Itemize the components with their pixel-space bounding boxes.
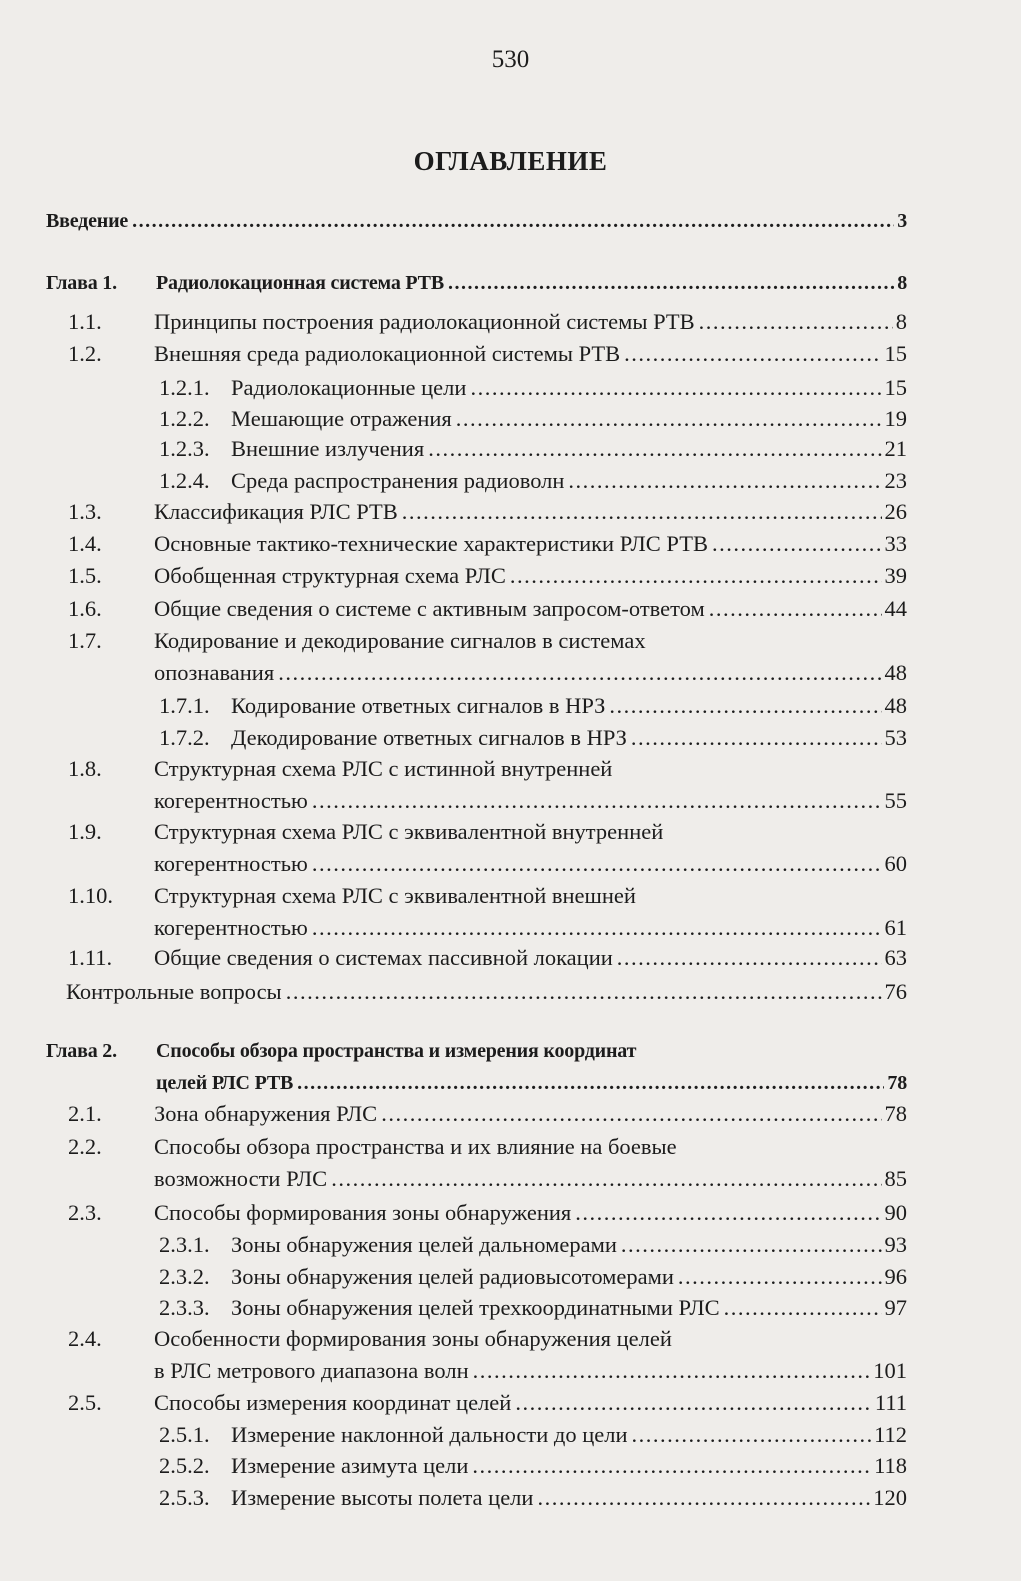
toc-entry-page: 48 (884, 693, 907, 718)
dot-leader (678, 1261, 882, 1293)
toc-entry-title: Радиолокационная система РТВ (156, 272, 444, 294)
toc-entry-title: Внешняя среда радиолокационной системы РТВ (154, 341, 621, 366)
toc-entry-number: 1.10. (68, 883, 113, 908)
toc-entry-page: 21 (884, 436, 907, 461)
toc-entry-line1 (68, 880, 636, 912)
page-number: 530 (491, 46, 530, 73)
toc-entry-number: Глава 1. (46, 272, 117, 294)
toc-entry-title: Введение (46, 210, 129, 232)
toc-entry-page: 61 (884, 915, 907, 940)
toc-entry-title: опознавания (154, 660, 275, 685)
toc-entry-page: 101 (873, 1358, 907, 1383)
toc-entry[interactable] (159, 1229, 907, 1261)
toc-entry-line1 (46, 1035, 637, 1067)
dot-leader (699, 306, 893, 338)
toc-entry-page: 26 (884, 499, 907, 524)
toc-entry-number: 2.5.1. (159, 1422, 210, 1447)
toc-entry-page: 53 (884, 725, 907, 750)
toc-entry[interactable] (159, 690, 907, 722)
dot-leader (712, 528, 882, 560)
toc-entry[interactable] (68, 1197, 907, 1229)
toc-entry-page: 55 (884, 788, 907, 813)
toc-entry-title-line1: Способы обзора пространства и их влияние на боевые (154, 1134, 677, 1159)
toc-entry-number: 1.7.2. (159, 725, 210, 750)
toc-entry-title: Внешние излучения (231, 436, 425, 461)
toc-entry-title: Зона обнаружения РЛС (154, 1101, 378, 1126)
toc-entry[interactable] (68, 593, 907, 625)
toc-entry-page: 60 (884, 851, 907, 876)
toc-entry-line1 (68, 625, 646, 657)
dot-leader (568, 465, 881, 497)
toc-entry-title: Способы измерения координат целей (154, 1390, 512, 1415)
toc-entry-number: 1.2.3. (159, 436, 210, 461)
toc-entry-number: 2.3.1. (159, 1232, 210, 1257)
toc-entry-title: Мешающие отражения (231, 406, 452, 431)
toc-entry[interactable] (68, 528, 907, 560)
toc-entry-page: 78 (884, 1101, 907, 1126)
toc-entry-number: 1.8. (68, 756, 102, 781)
toc-entry-page: 15 (884, 375, 907, 400)
dot-leader (428, 433, 881, 465)
toc-entry-number: 2.2. (68, 1134, 102, 1159)
toc-entry-page: 96 (884, 1264, 907, 1289)
toc-entry-title: Основные тактико-технические характеристики РЛС РТВ (154, 531, 708, 556)
toc-entry-page: 97 (884, 1295, 907, 1320)
toc-entry[interactable] (159, 465, 907, 497)
toc-entry-title: Зоны обнаружения целей трехкоординатными РЛС (231, 1295, 720, 1320)
toc-entry-number: 1.2.4. (159, 468, 210, 493)
dot-leader (510, 560, 882, 592)
dot-leader (286, 976, 882, 1008)
toc-entry-title-line1: Структурная схема РЛС с эквивалентной внутренней (154, 819, 664, 844)
toc-entry-title-line1: Структурная схема РЛС с истинной внутренней (154, 756, 613, 781)
dot-leader (331, 1163, 881, 1195)
toc-entry-title-line1: Структурная схема РЛС с эквивалентной внешней (154, 883, 636, 908)
toc-entry-page: 78 (887, 1072, 907, 1094)
toc-entry-number: 1.2. (68, 341, 102, 366)
dot-leader (472, 1450, 871, 1482)
toc-entry-page: 44 (884, 596, 907, 621)
toc-entry-number: 1.4. (68, 531, 102, 556)
dot-leader (575, 1197, 881, 1229)
toc-entry-title: в РЛС метрового диапазона волн (154, 1358, 469, 1383)
toc-entry-page: 111 (874, 1390, 907, 1415)
dot-leader (278, 657, 881, 689)
toc-entry[interactable] (68, 560, 907, 592)
toc-entry-title: Измерение высоты полета цели (231, 1485, 534, 1510)
dot-leader (448, 267, 894, 299)
toc-entry-number: 2.3. (68, 1200, 102, 1225)
toc-entry-page: 15 (884, 341, 907, 366)
toc-entry-title: когерентностью (154, 851, 308, 876)
dot-leader (709, 593, 882, 625)
dot-leader (312, 848, 882, 880)
dot-leader (132, 205, 894, 237)
toc-entry-title: целей РЛС РТВ (156, 1072, 294, 1094)
toc-entry-page: 76 (884, 979, 907, 1004)
toc-entry-title: возможности РЛС (154, 1166, 328, 1191)
toc-entry[interactable] (68, 942, 907, 974)
dot-leader (381, 1098, 881, 1130)
toc-entry[interactable] (156, 1067, 907, 1099)
dot-leader (473, 1355, 871, 1387)
toc-entry-page: 23 (884, 468, 907, 493)
toc-entry-line1 (68, 1131, 677, 1163)
toc-entry[interactable] (68, 306, 907, 338)
toc-entry[interactable] (154, 1355, 907, 1387)
toc-entry-number: 2.3.3. (159, 1295, 210, 1320)
toc-entry-page: 33 (884, 531, 907, 556)
dot-leader (456, 403, 882, 435)
toc-entry-title: Радиолокационные цели (231, 375, 467, 400)
toc-entry[interactable] (159, 1261, 907, 1293)
toc-entry-line1 (68, 1323, 672, 1355)
toc-entry-page: 93 (884, 1232, 907, 1257)
toc-entry-page: 48 (884, 660, 907, 685)
dot-leader (312, 912, 882, 944)
toc-entry-page: 120 (873, 1485, 907, 1510)
toc-entry[interactable] (46, 205, 907, 237)
toc-entry-title: Измерение азимута цели (231, 1453, 469, 1478)
toc-entry-page: 118 (874, 1453, 907, 1478)
toc-entry[interactable] (159, 433, 907, 465)
toc-entry[interactable] (159, 1419, 907, 1451)
toc-entry-page: 19 (884, 406, 907, 431)
toc-entry-title: Принципы построения радиолокационной системы РТВ (154, 309, 695, 334)
toc-entry-number: 1.5. (68, 563, 102, 588)
toc-entry[interactable] (66, 976, 907, 1008)
toc-entry-title: Измерение наклонной дальности до цели (231, 1422, 628, 1447)
toc-entry-number: 1.7.1. (159, 693, 210, 718)
toc-entry-title: когерентностью (154, 788, 308, 813)
dot-leader (470, 372, 881, 404)
toc-entry-title: Общие сведения о системах пассивной локации (154, 945, 613, 970)
toc-entry-page: 3 (897, 210, 907, 232)
toc-entry[interactable] (154, 912, 907, 944)
toc-entry-number: 2.5.2. (159, 1453, 210, 1478)
toc-entry[interactable] (159, 403, 907, 435)
toc-entry-title-line1: Способы обзора пространства и измерения координат (156, 1040, 637, 1062)
toc-entry[interactable] (159, 372, 907, 404)
toc-title: ОГЛАВЛЕНИЕ (413, 146, 608, 176)
toc-entry-page: 85 (884, 1166, 907, 1191)
toc-entry-page: 8 (895, 309, 907, 334)
toc-entry-title: Общие сведения о системе с активным запросом-ответом (154, 596, 705, 621)
toc-entry-title: Зоны обнаружения целей радиовысотомерами (231, 1264, 674, 1289)
toc-entry-title: Зоны обнаружения целей дальномерами (231, 1232, 617, 1257)
toc-entry-number: 1.1. (68, 309, 102, 334)
dot-leader (537, 1482, 870, 1514)
toc-entry[interactable] (46, 267, 907, 299)
toc-entry-number: 1.2.2. (159, 406, 210, 431)
toc-entry[interactable] (154, 785, 907, 817)
toc-entry-number: 2.3.2. (159, 1264, 210, 1289)
toc-entry[interactable] (154, 657, 907, 689)
toc-entry-title: когерентностью (154, 915, 308, 940)
toc-entry-title: Классификация РЛС РТВ (154, 499, 398, 524)
dot-leader (624, 338, 881, 370)
toc-entry-number: 1.3. (68, 499, 102, 524)
toc-entry-page: 112 (874, 1422, 907, 1447)
toc-entry[interactable] (154, 1163, 907, 1195)
toc-entry-title-line1: Особенности формирования зоны обнаружения целей (154, 1326, 672, 1351)
toc-entry-number: 2.4. (68, 1326, 102, 1351)
toc-entry-number: 1.7. (68, 628, 102, 653)
toc-entry[interactable] (68, 496, 907, 528)
toc-entry[interactable] (159, 1292, 907, 1324)
toc-entry[interactable] (159, 1450, 907, 1482)
toc-entry-title-line1: Кодирование и декодирование сигналов в системах (154, 628, 646, 653)
toc-entry-title: Декодирование ответных сигналов в НРЗ (231, 725, 627, 750)
toc-entry-line1 (68, 816, 664, 848)
toc-entry-number: 1.9. (68, 819, 102, 844)
toc-entry[interactable] (68, 1387, 907, 1419)
toc-entry-page: 90 (884, 1200, 907, 1225)
toc-entry[interactable] (159, 722, 907, 754)
dot-leader (297, 1067, 884, 1099)
dot-leader (402, 496, 882, 528)
toc-entry-number: 2.5.3. (159, 1485, 210, 1510)
toc-entry-number: Глава 2. (46, 1040, 117, 1062)
dot-leader (515, 1387, 872, 1419)
toc-entry-page: 63 (884, 945, 907, 970)
toc-entry-page: 8 (897, 272, 907, 294)
toc-entry-line1 (68, 753, 613, 785)
toc-entry-title: Контрольные вопросы (66, 979, 282, 1004)
dot-leader (617, 942, 882, 974)
toc-entry-title: Обобщенная структурная схема РЛС (154, 563, 506, 588)
toc-entry-title: Способы формирования зоны обнаружения (154, 1200, 572, 1225)
toc-entry[interactable] (159, 1482, 907, 1514)
dot-leader (724, 1292, 882, 1324)
dot-leader (609, 690, 881, 722)
toc-entry-number: 1.11. (68, 945, 113, 970)
dot-leader (632, 1419, 872, 1451)
dot-leader (631, 722, 882, 754)
dot-leader (621, 1229, 882, 1261)
toc-entry[interactable] (154, 848, 907, 880)
toc-entry-number: 2.1. (68, 1101, 102, 1126)
toc-entry-title: Кодирование ответных сигналов в НРЗ (231, 693, 606, 718)
toc-entry-number: 2.5. (68, 1390, 102, 1415)
toc-entry-title: Среда распространения радиоволн (231, 468, 565, 493)
toc-entry[interactable] (68, 1098, 907, 1130)
toc-entry-number: 1.6. (68, 596, 102, 621)
toc-entry[interactable] (68, 338, 907, 370)
dot-leader (312, 785, 882, 817)
toc-entry-page: 39 (884, 563, 907, 588)
toc-entry-number: 1.2.1. (159, 375, 210, 400)
